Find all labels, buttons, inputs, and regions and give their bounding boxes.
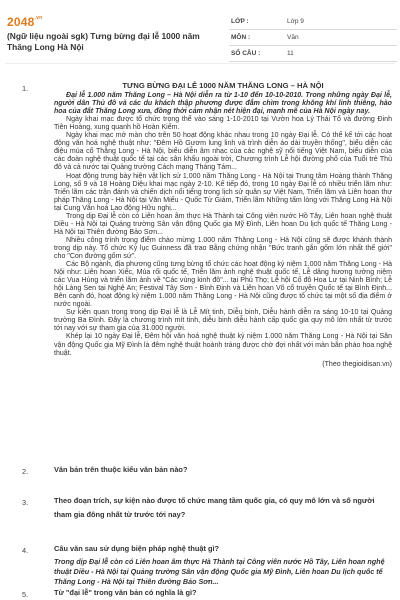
meta-label: LỚP : <box>231 18 249 25</box>
passage-paragraph: Trong dịp Đại lễ còn có Liên hoan âm thực Hà Thành tại Công viên nước Hồ Tây, Liên hoan nghệ thuật Diều - Hà Nội tại Quảng trường Sân vận động Quốc gia Mỹ Đình, Liên hoan Du lịch quốc tế Thăng Long - Hà Nội tại Thiên đường Bảo Sơn... <box>54 212 392 236</box>
question-number: 5. <box>22 590 29 599</box>
meta-table <box>229 14 397 62</box>
passage-paragraph: Nhiều công trình trọng điểm chào mừng 1.000 năm Thăng Long - Hà Nội cũng sẽ được khánh thành trong dịp này. Tổ chức Kỷ lục Guinness đã trao Bằng chứng nhận "Bức tranh gắn gốm lớn nhất thế giới" cho "Con đường gốm sứ". <box>54 236 392 260</box>
question-number: 3. <box>22 498 29 507</box>
meta-row-subject <box>229 30 397 46</box>
question-quote: Trong dịp Đại lễ còn có Liên hoan âm thực Hà Thành tại Công viên nước Hồ Tây, Liên hoan nghệ thuật Diều - Hà Nội tại Quảng trường Sân vận động Quốc gia Mỹ Đình, Liên hoan Du lịch quốc tế Thăng Long - Hà Nội tại Thiên đường Bảo Sơn... <box>54 557 385 586</box>
passage-source: (Theo thegioidisan.vn) <box>322 360 392 368</box>
meta-value: Lớp 9 <box>287 18 304 25</box>
meta-label: SỐ CÂU : <box>231 50 261 57</box>
meta-label: MÔN : <box>231 34 251 41</box>
passage-paragraph: Ngày khai mạc được tổ chức trọng thể vào sáng 1-10-2010 tại Vườn hoa Lý Thái Tổ và đường Đinh Tiên Hoàng, xung quanh hồ Hoàn Kiếm. <box>54 116 392 132</box>
page-title: (Ngữ liệu ngoài sgk) Tưng bừng đại lễ 1000 năm Thăng Long Hà Nội <box>7 31 200 52</box>
question-text: Từ "đại lễ" trong văn bản có nghĩa là gì? <box>54 588 197 597</box>
question-number: 4. <box>22 546 29 555</box>
meta-row-class <box>229 14 397 30</box>
passage-paragraph: Ngày khai mạc mở màn cho trên 50 hoạt động khác nhau trong 10 ngày Đại lễ. Có thể kể tới các hoạt động văn hoá nghệ thuật như: "Đêm Hồ Gươm lung linh và trình diễn áo dài truyền thống", biểu diễn các điệu múa cổ Thăng Long - Hà Nội, biểu diễn âm nhạc của các nghệ sỹ nổi tiếng Việt Nam, biểu diễn của các đoàn nghệ thuật quốc tế tại các sân khấu ngoài trời, Chương trình Lễ hội đường phố của Tuổi trẻ Thủ đô và cả nước tại Quảng trường Cách mạng Tháng Tám... <box>54 132 392 172</box>
header-divider <box>5 63 395 64</box>
passage-paragraph: Khép lại 10 ngày Đại lễ, Đêm hội văn hoá nghệ thuật kỷ niệm 1.000 năm Thăng Long - Hà Nội tại Sân vận động Quốc gia Mỹ Đình là đêm nghệ thuật hoành tráng được chờ đợi nhất với màn bắn pháo hoa nghệ thuật. <box>54 333 392 357</box>
logo-text: 2048 <box>7 15 35 29</box>
passage-heading: TƯNG BỪNG ĐẠI LỄ 1000 NĂM THĂNG LONG – HÀ NỘI <box>122 81 324 90</box>
question-text: Theo đoạn trích, sự kiện nào được tổ chức mang tầm quốc gia, có quy mô lớn và số người tham gia đông nhất từ trước tới nay? <box>54 496 375 519</box>
question-number: 1. <box>22 84 29 93</box>
reading-passage <box>54 82 392 369</box>
logo-suffix: .vn <box>34 15 43 21</box>
meta-row-count <box>229 46 397 62</box>
meta-value: Văn <box>287 34 299 41</box>
passage-paragraph: Hoạt động trưng bày hiện vật lịch sử 1.000 năm Thăng Long - Hà Nội tại Trung tâm Hoàng thành Thăng Long, số 9 và 18 Hoàng Diệu khai mạc ngày 2-10. Kế tiếp đó, trong 10 ngày Đại lễ có nhiều triển lãm như: Triển lãm các trận đánh và chiến dịch nổi tiếng trong lịch sử quân sự Việt Nam, Triển lãm và Liên hoan thư pháp Thăng Long - Hà Nội tại Văn Miếu - Quốc Tử Giám, Triển lãm Những tấm lòng với Thăng Long Hà Nội tại Cung Văn hoá Lao động Hữu nghị... <box>54 172 392 212</box>
passage-paragraph: Các Bộ ngành, địa phương cũng tưng bừng tổ chức các hoạt động kỷ niệm 1.000 năm Thăng Long - Hà Nội như: Liên hoan Xiếc, Múa rối quốc tế, Triển lãm ảnh nghệ thuật quốc tế, Lễ dâng hương tưởng niệm các Vua Hùng và triển lãm ảnh về "Các vùng kinh đô"... tại Phú Thọ; Lễ hội Cố đô Hoa Lư tại Ninh Bình; Lễ hội Làng Sen tại Nghệ An; Festival Tây Sơn - Bình Định và Liên hoan Võ cổ truyền Quốc tế tại Bình Định... Bên cạnh đó, hoạt động kỷ niệm 1.000 năm Thăng Long - Hà Nội cũng được tổ chức tại một số địa điểm ở nước ngoài. <box>54 261 392 309</box>
question-number: 2. <box>22 467 29 476</box>
passage-paragraph: Sự kiện quan trọng trong dịp Đại lễ là Lễ Mít tinh, Diễu binh, Diễu hành diễn ra sáng 10-10 tại Quảng trường Ba Đình. Đây là chương trình mít tinh, diễu binh diễu hành cấp quốc gia quy mô lớn nhất từ trước tới nay với sự tham gia của 31.000 người. <box>54 309 392 333</box>
question-text: Câu văn sau sử dụng biện pháp nghệ thuật gì? <box>54 544 220 553</box>
header <box>5 5 395 60</box>
site-logo[interactable] <box>7 15 42 29</box>
question-text: Văn bản trên thuộc kiểu văn bản nào? <box>54 465 188 474</box>
meta-value: 11 <box>287 50 294 57</box>
passage-paragraph: Đại lễ 1.000 năm Thăng Long – Hà Nội diễn ra từ 1-10 đến 10-10-2010. Trong những ngày Đại lễ, người dân Thủ đô và các du khách thập phương được đắm chìm trong không khí linh thiêng, hào hoa của đất Thăng Long xưa, đồng thời cảm nhận nét hiện đại, mạnh mẽ của Hà Nội ngày nay. <box>54 92 392 116</box>
